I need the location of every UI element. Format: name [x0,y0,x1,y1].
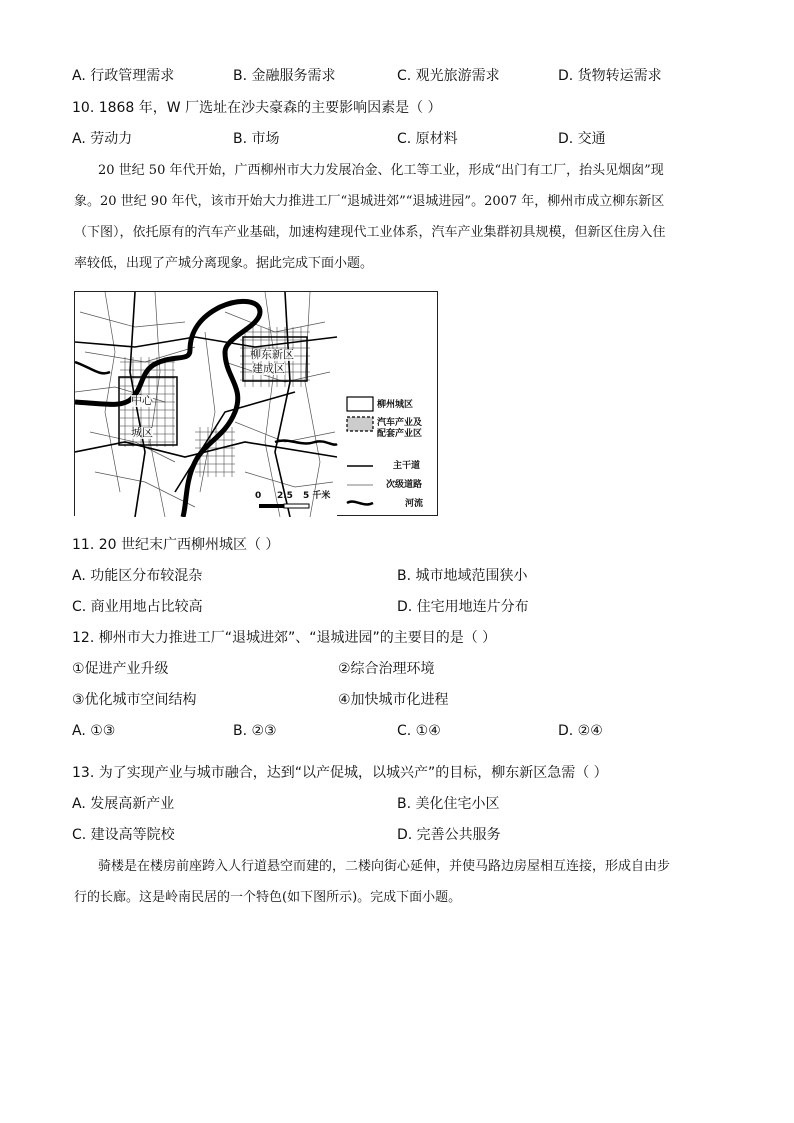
passage1-line4: 率较低，出现了产城分离现象。据此完成下面小题。 [74,256,374,271]
legend-main-road-label: 主干道 [393,461,421,471]
map-label-center-1: 中心 [131,394,153,407]
q11-option-d: D. 住宅用地连片分布 [397,599,529,615]
map-label-center-2: 城区 [131,426,153,439]
q13-option-a: A. 发展高新产业 [72,796,175,812]
scale-label-0: 0 [255,491,262,501]
legend-secondary-road-label: 次级道路 [386,480,423,490]
legend-auto-label-1: 汽车产业及 [377,418,423,428]
passage1-line1: 20 世纪 50 年代开始，广西柳州市大力发展冶金、化工等工业，形成“出门有工厂，抬头见烟囱”现 [98,163,664,178]
q12-option-c: C. ①④ [397,723,441,739]
passage1-line2: 象。20 世纪 90 年代，该市开始大力推进工厂“退城进郊”“退城进园”。2007 年，柳州市成立柳东新区 [74,194,665,209]
q9-option-b: B. 金融服务需求 [233,68,336,84]
q9-option-a: A. 行政管理需求 [72,68,175,84]
q11-stem: 11. 20 世纪末广西柳州城区（ ） [72,537,280,553]
q11-option-a: A. 功能区分布较混杂 [72,568,203,584]
scale-label-5: 5 千米 [303,491,331,501]
q12-statement-3: ③优化城市空间结构 [72,692,197,708]
passage2-line1: 骑楼是在楼房前座跨入人行道悬空而建的，二楼向街心延伸，并使马路边房屋相互连接，形成自由步 [98,859,671,874]
q12-statement-4: ④加快城市化进程 [338,692,449,708]
legend-river-line [347,502,373,505]
q13-option-c: C. 建设高等院校 [72,827,175,843]
q12-option-d: D. ②④ [558,723,603,739]
q13-option-d: D. 完善公共服务 [397,827,501,843]
q10-stem: 10. 1868 年，W 厂选址在沙夫豪森的主要影响因素是（ ） [72,100,442,116]
legend-city-label: 柳州城区 [377,400,414,410]
q13-stem: 13. 为了实现产业与城市融合，达到“以产促城，以城兴产”的目标，柳东新区急需（ ） [72,765,608,781]
q12-option-a: A. ①③ [72,723,116,739]
q12-option-b: B. ②③ [233,723,277,739]
legend-auto-swatch [347,417,373,431]
q10-option-b: B. 市场 [233,131,280,147]
scale-label-2-5: 2.5 [277,491,293,501]
scale-bar [259,504,309,508]
q13-option-b: B. 美化住宅小区 [397,796,500,812]
q10-option-d: D. 交通 [558,131,606,147]
map-label-built-area: 建成区 [252,362,285,375]
legend-city-swatch [347,397,373,411]
q9-option-c: C. 观光旅游需求 [397,68,500,84]
legend-river-label: 河流 [405,499,424,509]
q12-stem: 12. 柳州市大力推进工厂“退城进郊”、“退城进园”的主要目的是（ ） [72,630,497,646]
q10-option-a: A. 劳动力 [72,131,133,147]
q11-option-c: C. 商业用地占比较高 [72,599,203,615]
passage2-line2: 行的长廊。这是岭南民居的一个特色(如下图所示)。完成下面小题。 [74,890,462,905]
q10-option-c: C. 原材料 [397,131,458,147]
q12-statement-2: ②综合治理环境 [338,661,435,677]
passage1-line3: （下图），依托原有的汽车产业基础，加速构建现代工业体系，汽车产业集群初具规模，但新区住房入住 [74,225,666,240]
liuzhou-map [74,291,438,516]
legend-auto-label-2: 配套产业区 [377,429,423,439]
map-label-new-district: 柳东新区 [250,348,294,361]
q11-option-b: B. 城市地域范围狭小 [397,568,528,584]
q9-option-d: D. 货物转运需求 [558,68,662,84]
q12-statement-1: ①促进产业升级 [72,661,169,677]
